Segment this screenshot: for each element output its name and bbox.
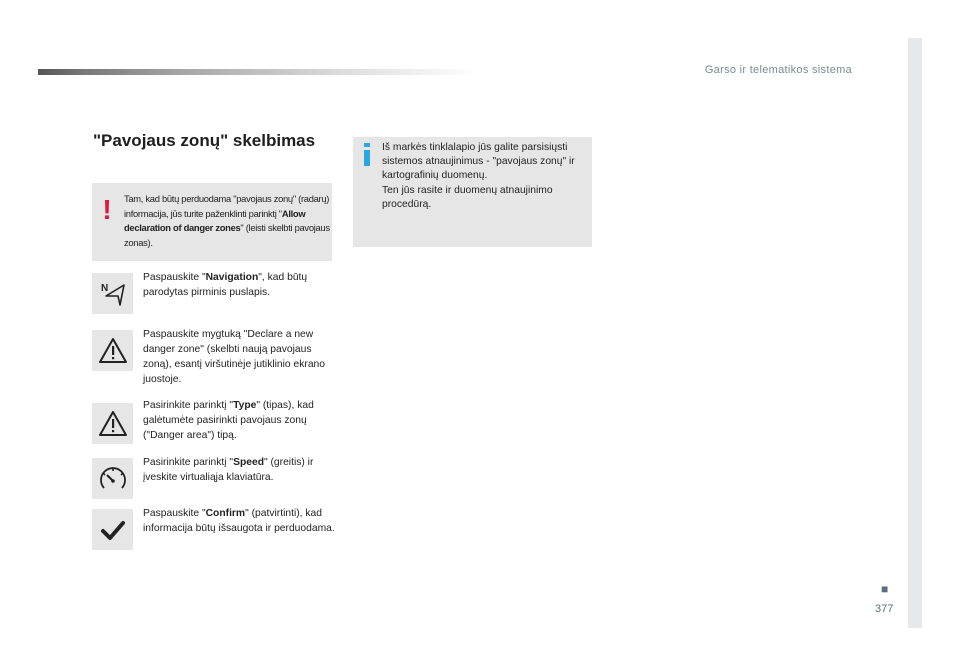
page-number: 377 <box>875 603 894 615</box>
exclamation-icon: ! <box>102 194 112 225</box>
chapter-title: Garso ir telematikos sistema <box>704 64 852 76</box>
info-note-text: Iš markės tinklalapio jūs galite parsisiųsti sistemos atnaujinimus - "pavojaus zonų" ir kartografinių duomenų. Ten jūs rasite ir duomenų atnaujinimo procedūrą. <box>382 142 575 210</box>
step-type-text: Pasirinkite parinktį "Type" (tipas), kad galėtumėte pasirinkti pavojaus zonų ("Danger area") tipą. <box>143 400 314 441</box>
navigation-icon-box <box>92 273 133 314</box>
step-navigation-text: Paspauskite "Navigation", kad būtų parodytas pirminis puslapis. <box>143 272 308 298</box>
page-edge-strip <box>908 38 922 628</box>
declare-icon-box <box>92 330 133 371</box>
checkmark-icon <box>100 518 126 542</box>
step-declare-text: Paspauskite mygtuką "Declare a new danger zone" (skelbti naują pavojaus zoną), esantį viršutinėje jutiklinio ekrano juostoje. <box>143 329 326 385</box>
navigation-icon <box>98 279 128 309</box>
warning-note-text: Tam, kad būtų perduodama "pavojaus zonų" (radarų) informacija, jūs turite paženklinti parinktį "Allow declaration of danger zones" (leisti skelbti pavojaus zonas). <box>124 193 330 248</box>
type-icon-box <box>92 403 133 444</box>
step-confirm-text: Paspauskite "Confirm" (patvirtinti), kad informacija būtų išsaugota ir perduodama. <box>143 508 335 534</box>
page-marker: ■ <box>881 582 889 596</box>
svg-text:N: N <box>100 282 108 294</box>
info-icon <box>361 143 375 167</box>
confirm-icon-box <box>92 509 133 550</box>
speed-icon-box <box>92 458 133 499</box>
warning-triangle-icon <box>98 410 128 438</box>
warning-triangle-icon <box>98 337 128 365</box>
speedometer-icon <box>98 464 128 494</box>
section-title: "Pavojaus zonų" skelbimas <box>93 131 316 150</box>
header-gradient-bar <box>38 69 478 75</box>
step-speed-text: Pasirinkite parinktį "Speed" (greitis) ir įveskite virtualiąja klaviatūra. <box>143 457 314 483</box>
